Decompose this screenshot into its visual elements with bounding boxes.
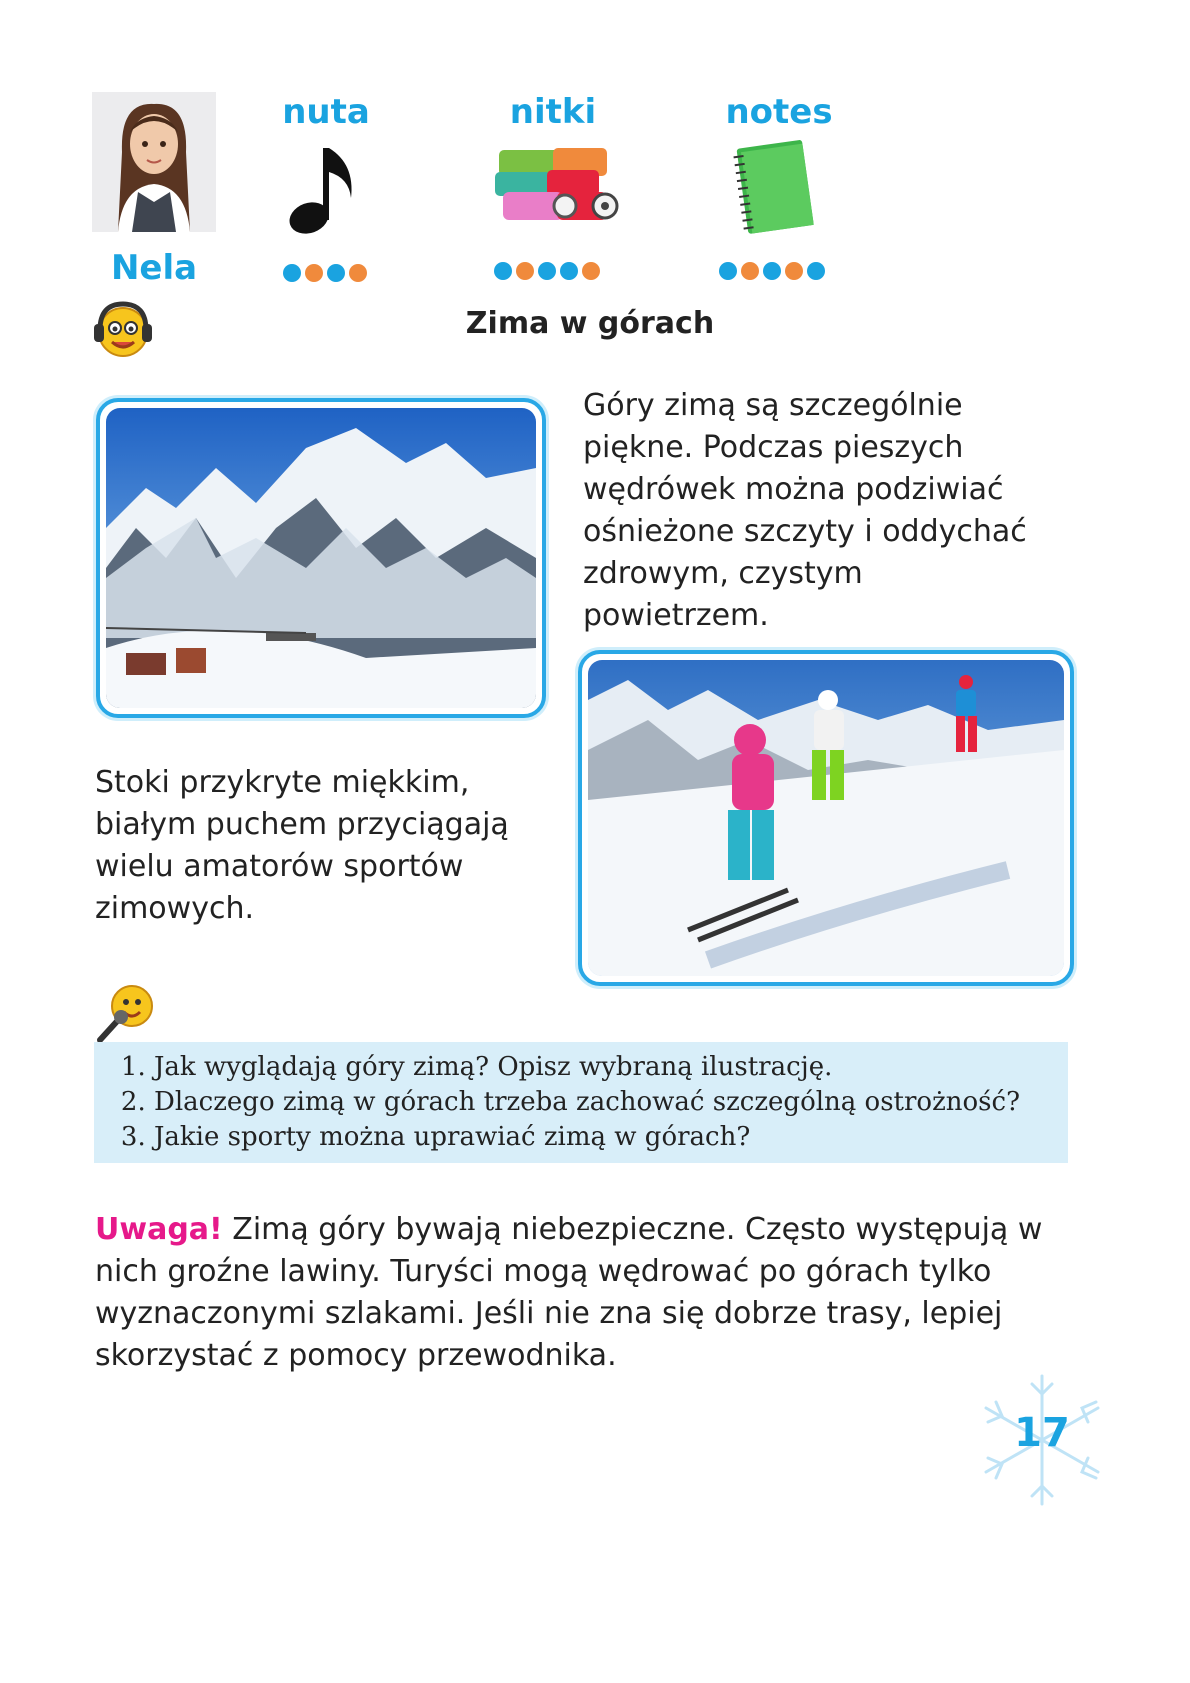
syllable-dots-nitki [494, 262, 600, 280]
question-item: 3. Jakie sporty można uprawiać zimą w górach? [154, 1120, 1068, 1155]
syllable-dot [719, 262, 737, 280]
syllable-dot [763, 262, 781, 280]
syllable-dots-notes [719, 262, 825, 280]
question-item: 1. Jak wyglądają góry zimą? Opisz wybraną ilustrację. [154, 1050, 1068, 1085]
vocab-word-notes: notes [725, 92, 833, 132]
syllable-dot [494, 262, 512, 280]
syllable-dot [538, 262, 556, 280]
warning-paragraph [95, 1209, 1055, 1377]
syllable-dot [327, 264, 345, 282]
syllable-dot [807, 262, 825, 280]
syllable-dot [560, 262, 578, 280]
notebook-icon [724, 136, 824, 240]
vocab-word-nitki: nitki [509, 92, 597, 132]
syllable-dot [516, 262, 534, 280]
syllable-dot [283, 264, 301, 282]
headphones-smiley-icon [92, 300, 154, 364]
page-number: 17 [1014, 1410, 1070, 1456]
syllable-dot [305, 264, 323, 282]
skiing-photo [578, 650, 1074, 986]
syllable-dots-nuta [283, 264, 367, 282]
page-title: Zima w górach [465, 306, 715, 341]
question-item: 2. Dlaczego zimą w górach trzeba zachować szczególną ostrożność? [154, 1085, 1068, 1120]
warning-label: Uwaga! [95, 1212, 223, 1247]
paragraph-intro: Góry zimą są szczególnie piękne. Podczas pieszych wędrówek można podziwiać ośnieżone szczyty i oddychać zdrowym, czystym powietrzem. [583, 388, 1027, 633]
syllable-dot [785, 262, 803, 280]
warning-text: Zimą góry bywają niebezpieczne. Często występują w nich groźne lawiny. Turyści mogą wędrować po górach tylko wyznaczonymi szlakami. Jeśli nie zna się dobrze trasy, lepiej skorzystać z pomocy przewodnika. [95, 1212, 1043, 1373]
syllable-dot [349, 264, 367, 282]
vocab-word-nuta: nuta [282, 92, 370, 132]
syllable-dot [741, 262, 759, 280]
mountain-photo [96, 398, 546, 718]
microphone-smiley-icon [94, 982, 158, 1048]
questions-box [94, 1042, 1068, 1163]
music-note-icon [285, 142, 365, 242]
thread-spools-icon [493, 140, 623, 234]
syllable-dot [582, 262, 600, 280]
girl-portrait [92, 92, 216, 232]
paragraph-slopes: Stoki przykryte miękkim, białym puchem przyciągają wielu amatorów sportów zimowych. [95, 765, 509, 926]
person-name: Nela [110, 248, 198, 288]
